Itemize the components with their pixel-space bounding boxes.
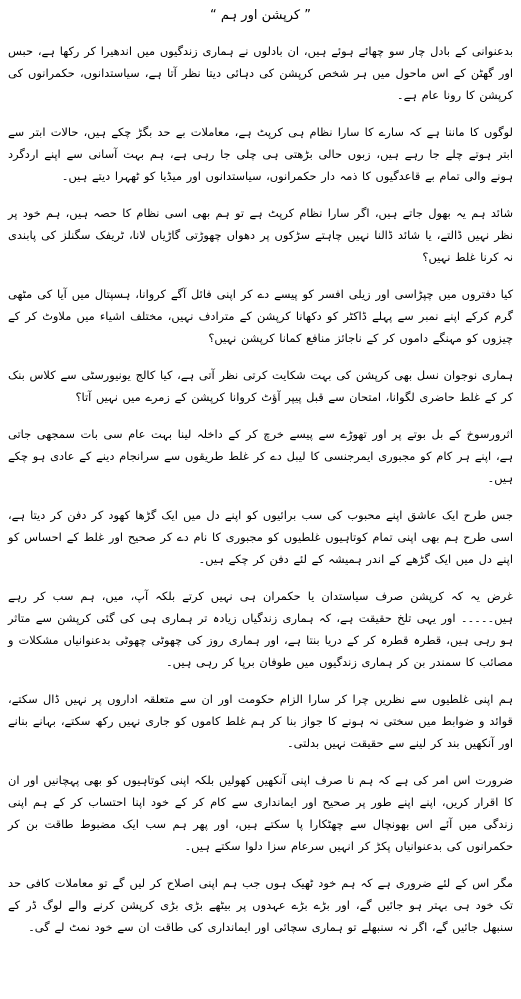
article-paragraph: ہم اپنی غلطیوں سے نظریں چرا کر سارا الزام حکومت اور ان سے متعلقہ اداروں پر نہیں ڈال سکتے، قوائد و ضوابط میں سختی نہ ہونے کا جواز بنا کر ہم غلط کاموں کو جاری نہیں رکھ سکتے، بہانے بنانے اور آنکھیں بند کر لینے سے حقیقت نہیں بدلتی۔ (8, 692, 513, 750)
article-paragraph: جس طرح ایک عاشق اپنے محبوب کی سب برائیوں کو اپنے دل میں ایک گڑھا کھود کر دفن کر دیتا ہے، اسی طرح ہم بھی اپنی تمام کوتاہیوں غلطیوں کو مجبوری کا نام دے کر صحیح اور غلط کے احساس کو اپنے دل میں ایک گڑھے کے اندر ہمیشہ کے لئے دفن کر چکے ہیں۔ (8, 508, 513, 566)
article-paragraph: اثرورسوخ کے بل بوتے پر اور تھوڑے سے پیسے خرچ کر کے داخلہ لینا بہت عام سی بات سمجھی جاتی ہے، اپنے ہر کام کو مجبوری ایمرجنسی کا لیبل دے کر غلط طریقوں سے سرانجام دینے کے عادی ہو چکے ہیں۔ (8, 427, 513, 485)
article-title: ” کرپشن اور ہم “ (210, 8, 311, 23)
article-paragraph: بدعنوانی کے بادل چار سو چھائے ہوئے ہیں، ان بادلوں نے ہماری زندگیوں میں اندھیرا کر رکھا ہے، حبس اور گھٹن کے اس ماحول میں ہر شخص کرپشن کی دہائی دیتا نظر آتا ہے، سیاستدانوں، حکمرانوں کی کرپشن کا رونا عام ہے۔ (8, 44, 513, 102)
article-paragraph: لوگوں کا ماننا ہے کہ سارے کا سارا نظام ہی کرپٹ ہے، معاملات بے حد بگڑ چکے ہیں، حالات ابتر سے ابتر ہوتے چلے جا رہے ہیں، زبوں حالی بڑھتی ہی چلی جا رہی ہے، ہم بہت آسانی سے اپنے اردگرد ہونے والی تمام بے قاعدگیوں کا ذمہ دار حکمرانوں، سیاستدانوں اور میڈیا کو ٹھہرا دیتے ہیں۔ (8, 125, 513, 183)
article-paragraph: مگر اس کے لئے ضروری ہے کہ ہم خود ٹھیک ہوں جب ہم اپنی اصلاح کر لیں گے تو معاملات کافی حد تک خود ہی بہتر ہو جائیں گے، اور بڑے بڑے عہدوں پر بیٹھے بڑی بڑی کرپشن کرنے والے لوگ ڈر کے سنبھل جائیں گے، اگر نہ سنبھلے تو ہماری سچائی اور ایمانداری کی طاقت ان سے خود نمٹ لے گی۔ (8, 876, 513, 934)
article-paragraph: شائد ہم یہ بھول جاتے ہیں، اگر سارا نظام کرپٹ ہے تو ہم بھی اسی نظام کا حصہ ہیں، ہم خود پر نظر نہیں ڈالتے، یا شائد ڈالنا نہیں چاہتے سڑکوں پر دھواں چھوڑتی گاڑیاں لانا، ٹریفک سگنلز کی پابندی نہ کرنا غلط نہیں؟ (8, 206, 513, 264)
article-paragraph: غرض یہ کہ کرپشن صرف سیاستدان یا حکمران ہی نہیں کرتے بلکہ آپ، میں، ہم سب کر رہے ہیں۔۔۔۔۔ اور یہی تلخ حقیقت ہے، کہ ہماری زندگیاں زیادہ تر ہماری ہی کی گئی کرپشن سے متاثر ہو رہی ہیں، قطرہ قطرہ کر کے دریا بنتا ہے، اور ہماری روز کی چھوٹی چھوٹی بدعنوانیاں مشکلات و مصائب کا سمندر بن کر ہماری زندگیوں میں طوفان برپا کر رہی ہیں۔ (8, 589, 513, 669)
article (8, 6, 513, 953)
article-paragraph: ہماری نوجوان نسل بھی کرپشن کی بہت شکایت کرتی نظر آتی ہے، کیا کالج یونیورسٹی سے کلاس بنک کر کے غلط حاضری لگوانا، امتحان سے قبل پیپر آؤٹ کروانا کرپشن کے زمرے میں نہیں آتا؟ (8, 368, 513, 404)
article-paragraph: ضرورت اس امر کی ہے کہ ہم نا صرف اپنی آنکھیں کھولیں بلکہ اپنی کوتاہیوں کو بھی پہچانیں اور ان کا اقرار کریں، اپنے اپنے طور پر صحیح اور ایمانداری سے کام کر کے خود اپنا احتساب کر کے ہم اپنی زندگی میں آئے اس بھونچال سے چھٹکارا پا سکتے ہیں، اور پھر ہم سب ایک مضبوط طاقت بن کر حکمرانوں کی بدعنوانیاں پکڑ کر انہیں سرعام سزا دلوا سکتے ہیں۔ (8, 773, 513, 853)
article-paragraph: کیا دفتروں میں چپڑاسی اور زیلی افسر کو پیسے دے کر اپنی فائل آگے کروانا، ہسپتال میں آیا کی مٹھی گرم کرکے اپنے نمبر سے پہلے ڈاکٹر کو دکھانا کرپشن کے مترادف نہیں، مختلف اشیاء میں ملاوٹ کر کے چیزوں کو مہنگے داموں کر کے ناجائز منافع کمانا کرپشن نہیں؟ (8, 287, 513, 345)
